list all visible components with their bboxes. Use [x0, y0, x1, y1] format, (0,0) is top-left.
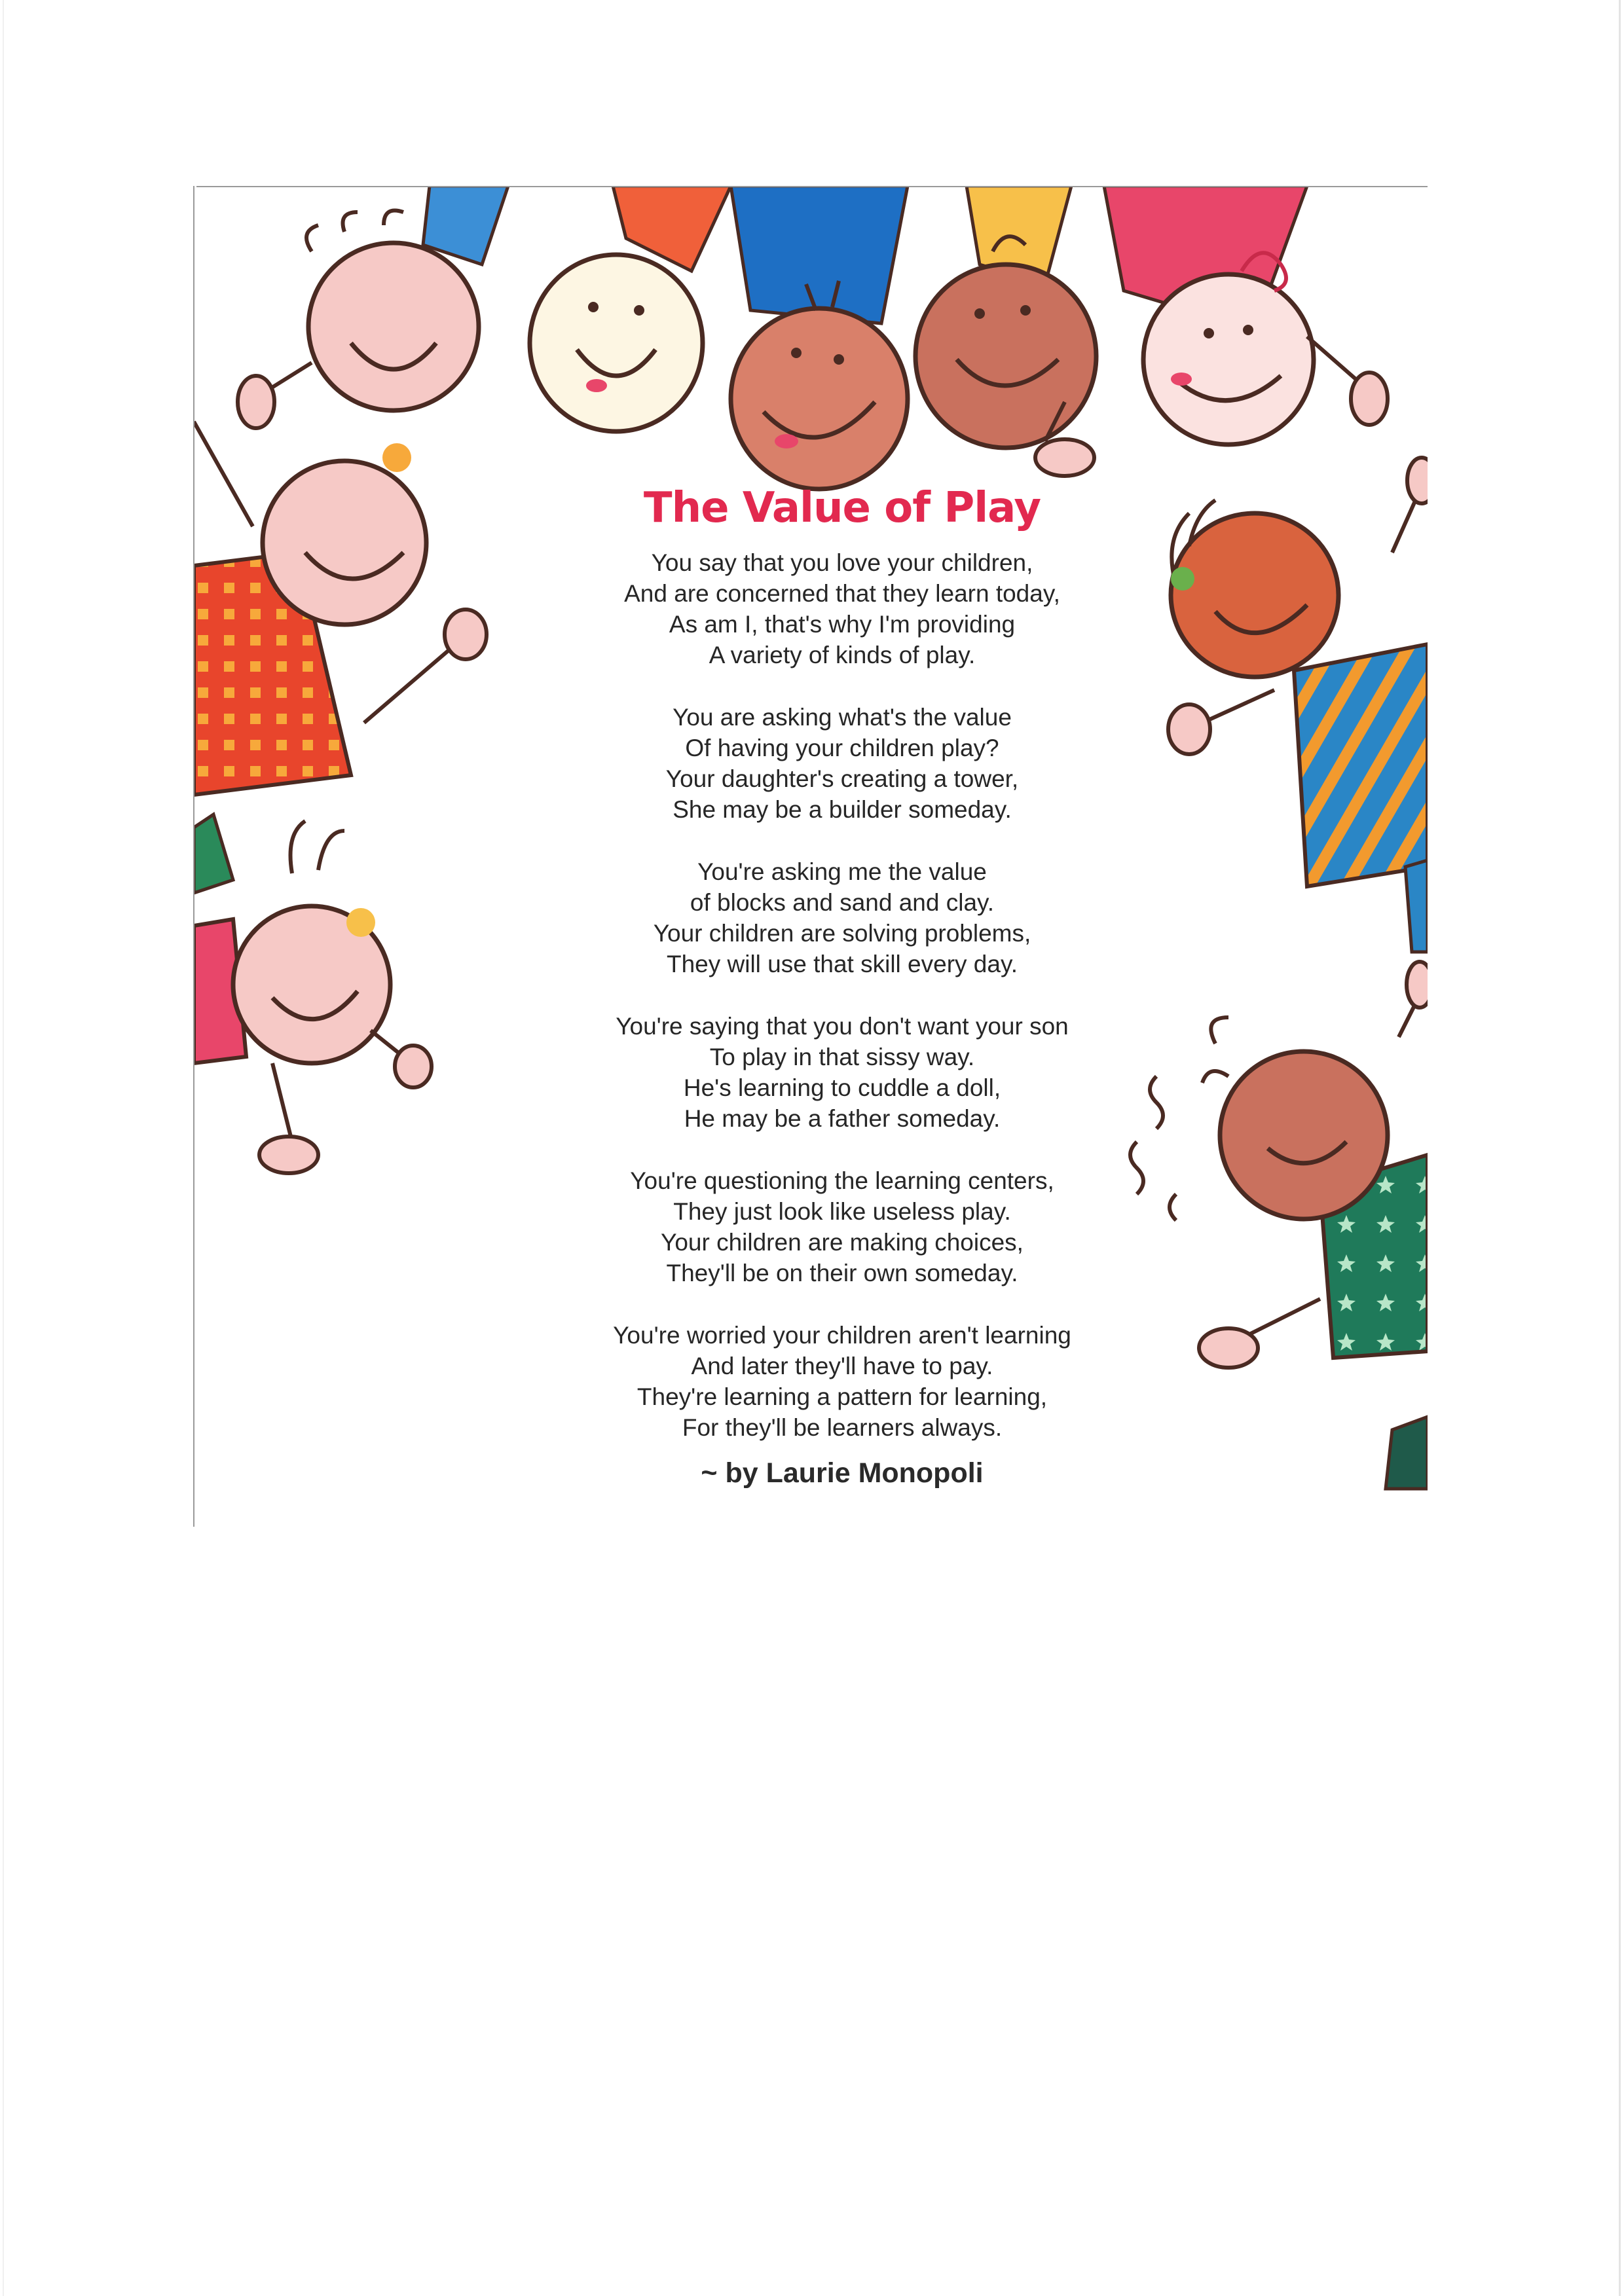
poem-line: They're learning a pattern for learning, — [637, 1383, 1048, 1410]
flyer-border — [196, 186, 1428, 187]
cartoon-child-icon — [194, 422, 487, 795]
poem-line: They just look like useless play. — [673, 1198, 1011, 1225]
poem-flyer — [194, 186, 1428, 1527]
poem-line: She may be a builder someday. — [673, 796, 1012, 823]
flyer-border — [193, 186, 194, 1527]
cartoon-child-icon — [1130, 962, 1428, 1489]
poem-line: To play in that sissy way. — [709, 1044, 975, 1070]
poem-stanza — [521, 702, 1163, 825]
poem-line: Your children are making choices, — [661, 1229, 1024, 1256]
poem-line: You're asking me the value — [697, 858, 987, 885]
poem-stanza — [521, 1320, 1163, 1443]
poem-author: ~ by Laurie Monopoli — [701, 1457, 984, 1489]
cartoon-child-icon — [530, 255, 703, 431]
scan-edge — [3, 0, 4, 2296]
poem-line: Of having your children play? — [685, 735, 999, 761]
scan-edge — [1619, 0, 1621, 2296]
poem-line: And later they'll have to pay. — [691, 1353, 993, 1379]
poem-stanza — [521, 856, 1163, 979]
poem-line: You're questioning the learning centers, — [630, 1167, 1054, 1194]
poem-line: And are concerned that they learn today, — [624, 580, 1060, 607]
shirt-icon — [194, 814, 233, 893]
poem-line: As am I, that's why I'm providing — [669, 611, 1016, 638]
poem-line: They'll be on their own someday. — [666, 1260, 1018, 1286]
poem-line: He may be a father someday. — [684, 1105, 1001, 1132]
poem-line: You're saying that you don't want your son — [616, 1013, 1069, 1040]
poem-title: The Value of Play — [643, 484, 1041, 532]
poem-line: You're worried your children aren't learning — [613, 1322, 1071, 1349]
poem-stanza — [521, 547, 1163, 670]
poem-line: Your daughter's creating a tower, — [665, 765, 1019, 792]
poem-stanza — [521, 1165, 1163, 1288]
poem-line: You are asking what's the value — [673, 704, 1012, 731]
poem-line: Your children are solving problems, — [653, 920, 1031, 947]
poem-line: You say that you love your children, — [651, 549, 1033, 576]
poem-line: A variety of kinds of play. — [709, 642, 976, 668]
poem-stanza — [521, 1011, 1163, 1134]
poem-line: They will use that skill every day. — [666, 951, 1018, 977]
cartoon-child-icon — [915, 236, 1096, 476]
poem-line: He's learning to cuddle a doll, — [683, 1074, 1001, 1101]
poem-stanzas — [521, 547, 1163, 1474]
poem-line: For they'll be learners always. — [682, 1414, 1003, 1441]
cartoon-child-icon — [1168, 458, 1428, 952]
shirt-icon — [731, 186, 908, 323]
poem-line: of blocks and sand and clay. — [690, 889, 995, 916]
